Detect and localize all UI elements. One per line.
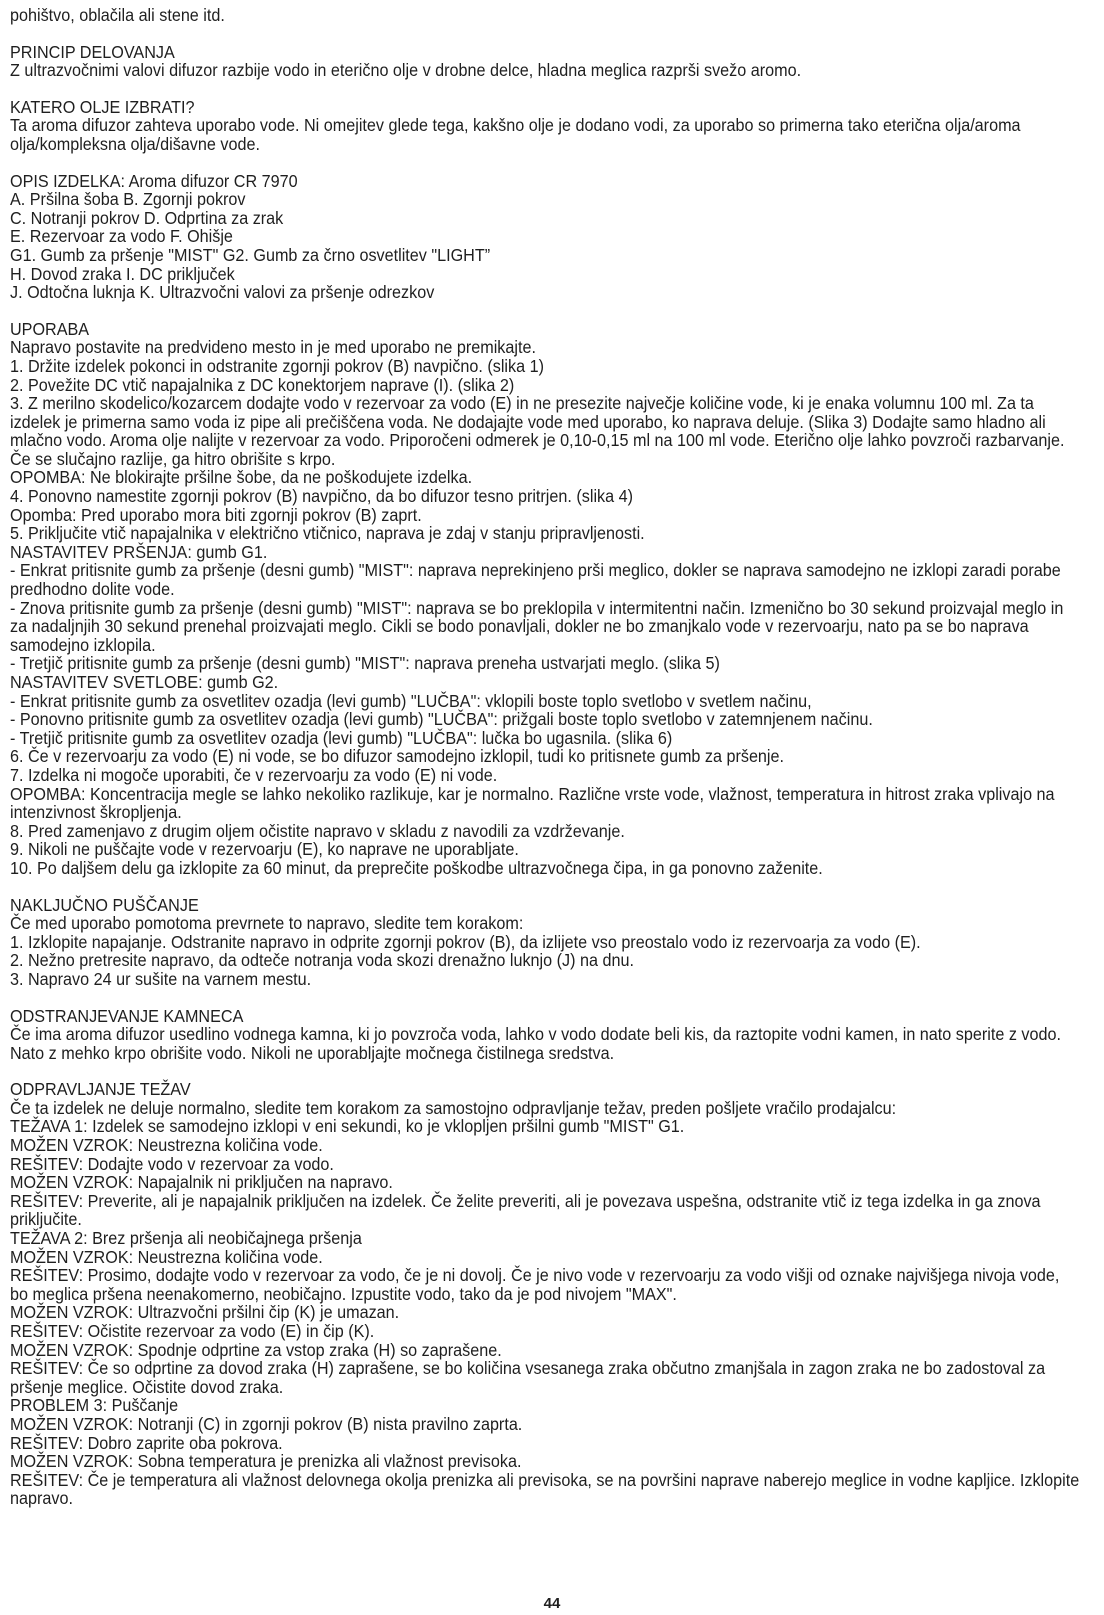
princip-heading: PRINCIP DELOVANJA <box>10 41 175 62</box>
tezave-paragraph: REŠITEV: Očistite rezervoar za vodo (E) in čip (K). <box>10 1321 375 1341</box>
uporaba-paragraph: 5. Priključite vtič napajalnika v električno vtičnico, naprava je zdaj v stanju pripravljenosti. <box>10 523 645 544</box>
uporaba-heading: UPORABA <box>10 318 90 339</box>
uporaba-paragraph: - Znova pritisnite gumb za pršenje (desni gumb) "MIST": naprava se bo preklopila v intermitentni način. Izmenično bo 30 sekund proizvajal meglo in za nadaljnjih 30 sekund prenehal proizvajati meglo. Cikli se bodo ponavljali, dokler ne bo zmanjkalo vode v rezervoarju, nato pa se bo naprava samodejno izklopila. <box>10 597 1064 655</box>
uporaba-paragraph: 1. Držite izdelek pokonci in odstranite zgornji pokrov (B) navpično. (slika 1) <box>10 355 544 376</box>
uporaba-paragraph: OPOMBA: Koncentracija megle se lahko nekoliko razlikuje, kar je normalno. Različne vrste vode, vlažnost, temperatura in hitrost zraka vplivajo na intenzivnost škropljenja. <box>10 783 1055 823</box>
opis-line: G1. Gumb za pršenje "MIST" G2. Gumb za črno osvetlitev "LIGHT” <box>10 244 491 265</box>
tezave-paragraph: REŠITEV: Če je temperatura ali vlažnost delovnega okolja prenizka ali previsoka, se na površini naprave naberejo meglice in vodne kapljice. Izklopite napravo. <box>10 1469 1080 1509</box>
uporaba-paragraph: NASTAVITEV PRŠENJA: gumb G1. <box>10 541 268 562</box>
puscanje-paragraph: 3. Napravo 24 ur sušite na varnem mestu. <box>10 968 312 989</box>
uporaba-paragraph: Opomba: Pred uporabo mora biti zgornji pokrov (B) zaprt. <box>10 504 422 525</box>
tezave-paragraph: Če ta izdelek ne deluje normalno, sledite tem korakom za samostojno odpravljanje težav, preden pošljete vračilo prodajalcu: <box>10 1097 897 1118</box>
opis-line: A. Pršilna šoba B. Zgornji pokrov <box>10 189 246 210</box>
uporaba-paragraph: - Tretjič pritisnite gumb za pršenje (desni gumb) "MIST": naprava preneha ustvarjati meglo. (slika 5) <box>10 653 720 674</box>
tezave-paragraph: MOŽEN VZROK: Notranji (C) in zgornji pokrov (B) nista pravilno zaprta. <box>10 1413 523 1434</box>
olje-heading: KATERO OLJE IZBRATI? <box>10 96 195 117</box>
manual-page <box>10 5 1080 1509</box>
uporaba-paragraph: 9. Nikoli ne puščajte vode v rezervoarju (E), ko naprave ne uporabljate. <box>10 839 519 860</box>
tezave-paragraph: TEŽAVA 2: Brez pršenja ali neobičajnega pršenja <box>10 1228 362 1249</box>
opis-line: J. Odtočna luknja K. Ultrazvočni valovi za pršenje odrezkov <box>10 282 435 303</box>
opis-line: C. Notranji pokrov D. Odprtina za zrak <box>10 207 284 228</box>
tezave-paragraph: PROBLEM 3: Puščanje <box>10 1395 179 1416</box>
tezave-paragraph: MOŽEN VZROK: Napajalnik ni priključen na napravo. <box>10 1172 393 1193</box>
uporaba-paragraph: 8. Pred zamenjavo z drugim oljem očistite napravo v skladu z navodili za vzdrževanje. <box>10 820 625 841</box>
uporaba-paragraph: 10. Po daljšem delu ga izklopite za 60 minut, da preprečite poškodbe ultrazvočnega čipa, in ga ponovno zaženite. <box>10 857 823 878</box>
tezave-paragraph: REŠITEV: Dodajte vodo v rezervoar za vodo. <box>10 1153 334 1174</box>
princip-text: Z ultrazvočnimi valovi difuzor razbije vodo in eterično olje v drobne delce, hladna meglica razprši svežo aromo. <box>10 60 802 81</box>
intro-line: pohištvo, oblačila ali stene itd. <box>10 5 225 25</box>
kamen-heading: ODSTRANJEVANJE KAMNECA <box>10 1005 244 1026</box>
puscanje-heading: NAKLJUČNO PUŠČANJE <box>10 894 199 915</box>
uporaba-paragraph: 2. Povežite DC vtič napajalnika z DC konektorjem naprave (I). (slika 2) <box>10 374 515 395</box>
uporaba-paragraph: NASTAVITEV SVETLOBE: gumb G2. <box>10 672 279 692</box>
uporaba-paragraph: - Enkrat pritisnite gumb za pršenje (desni gumb) "MIST": naprava neprekinjeno prši meglico, dokler se naprava samodejno ne izklopi zaradi porabe predhodno dolite vode. <box>10 560 1061 600</box>
opis-line: E. Rezervoar za vodo F. Ohišje <box>10 226 233 247</box>
tezave-paragraph: TEŽAVA 1: Izdelek se samodejno izklopi v eni sekundi, ko je vklopljen pršilni gumb "MIST" G1. <box>10 1116 685 1137</box>
uporaba-paragraph: 6. Če v rezervoarju za vodo (E) ni vode, se bo difuzor samodejno izklopil, tudi ko pritisnete gumb za pršenje. <box>10 746 785 767</box>
tezave-paragraph: REŠITEV: Dobro zaprite oba pokrova. <box>10 1432 283 1453</box>
uporaba-paragraph: - Ponovno pritisnite gumb za osvetlitev ozadja (levi gumb) "LUČBA": prižgali boste toplo svetlobo v zatemnjenem načinu. <box>10 709 873 730</box>
uporaba-paragraph: 4. Ponovno namestite zgornji pokrov (B) navpično, da bo difuzor tesno pritrjen. (slika 4) <box>10 486 633 507</box>
opis-line: H. Dovod zraka I. DC priključek <box>10 263 235 284</box>
tezave-paragraph: MOŽEN VZROK: Spodnje odprtine za vstop zraka (H) so zaprašene. <box>10 1339 502 1360</box>
opis-heading: OPIS IZDELKA: Aroma difuzor CR 7970 <box>10 170 298 191</box>
olje-text: Ta aroma difuzor zahteva uporabo vode. Ni omejitev glede tega, kakšno olje je dodano vodi, za uporabo so primerna tako eterična olja/aroma olja/kompleksna olja/dišavne vode. <box>10 115 1021 154</box>
page-number: 44 <box>543 1595 561 1612</box>
tezave-paragraph: REŠITEV: Prosimo, dodajte vodo v rezervoar za vodo, če je ni dovolj. Če je nivo vode v rezervoarju za vodo višji od oznake najvišjega nivoja vode, bo meglica pršena neenakomerno, neobičajno. Izpustite vodo, tako da je pod nivojem "MAX". <box>10 1265 1060 1304</box>
tezave-paragraph: MOŽEN VZROK: Neustrezna količina vode. <box>10 1135 323 1156</box>
uporaba-paragraph: Napravo postavite na predvideno mesto in je med uporabo ne premikajte. <box>10 337 536 358</box>
tezave-paragraph: REŠITEV: Če so odprtine za dovod zraka (H) zaprašene, se bo količina vsesanega zraka občutno zmanjšala in zagon zraka ne bo zadostoval za pršenje meglice. Očistite dovod zraka. <box>10 1358 1046 1397</box>
uporaba-paragraph: 3. Z merilno skodelico/kozarcem dodajte vodo v rezervoar za vodo (E) in ne presezite največje količine vode, ki je enaka volumnu 100 ml. Za ta izdelek je primerna samo voda iz pipe ali prečiščena voda. Ne dodajajte vode med uporabo, ko naprava deluje. (Slika 3) Dodajte samo hladno ali mlačno vodo. Aroma olje nalijte v rezervoar za vodo. Priporočeni odmerek je 0,10-0,15 ml na 100 ml vode. Eterično olje lahko povzroči razbarvanje. Če se slučajno razlije, ga hitro obrišite s krpo. <box>10 393 1065 469</box>
puscanje-paragraph: Če med uporabo pomotoma prevrnete to napravo, sledite tem korakom: <box>10 913 524 934</box>
uporaba-paragraph: - Tretjič pritisnite gumb za osvetlitev ozadja (levi gumb) "LUČBA": lučka bo ugasnila. (slika 6) <box>10 727 673 748</box>
tezave-paragraph: MOŽEN VZROK: Neustrezna količina vode. <box>10 1246 323 1267</box>
kamen-text: Če ima aroma difuzor usedlino vodnega kamna, ki jo povzroča voda, lahko v vodo dodate beli kis, da raztopite vodni kamen, in nato sperite z vodo. Nato z mehko krpo obrišite vodo. Nikoli ne uporabljajte močnega čistilnega sredstva. <box>10 1024 1061 1063</box>
tezave-paragraph: MOŽEN VZROK: Ultrazvočni pršilni čip (K) je umazan. <box>10 1302 400 1323</box>
uporaba-paragraph: OPOMBA: Ne blokirajte pršilne šobe, da ne poškodujete izdelka. <box>10 467 473 488</box>
uporaba-paragraph: 7. Izdelka ni mogoče uporabiti, če v rezervoarju za vodo (E) ni vode. <box>10 764 498 785</box>
tezave-paragraph: REŠITEV: Preverite, ali je napajalnik priključen na izdelek. Če želite preveriti, ali je povezava uspešna, odstranite vtič iz tega izdelka in ga znova priključite. <box>10 1190 1041 1230</box>
tezave-paragraph: MOŽEN VZROK: Sobna temperatura je prenizka ali vlažnost previsoka. <box>10 1451 522 1472</box>
uporaba-paragraph: - Enkrat pritisnite gumb za osvetlitev ozadja (levi gumb) "LUČBA": vklopili boste toplo svetlobo v svetlem načinu, <box>10 690 812 711</box>
puscanje-paragraph: 1. Izklopite napajanje. Odstranite napravo in odprite zgornji pokrov (B), da izlijete vso preostalo vodo iz rezervoarja za vodo (E). <box>10 931 921 952</box>
tezave-heading: ODPRAVLJANJE TEŽAV <box>10 1079 191 1100</box>
puscanje-paragraph: 2. Nežno pretresite napravo, da odteče notranja voda skozi drenažno luknjo (J) na dnu. <box>10 950 634 971</box>
